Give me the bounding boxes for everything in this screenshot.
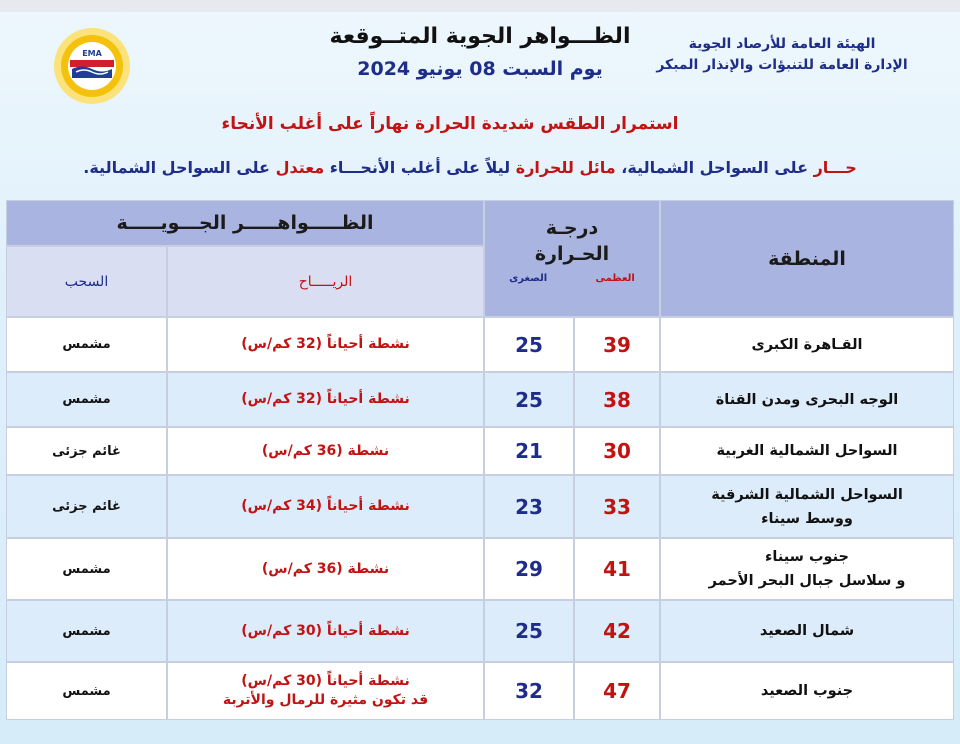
- row-3-max-cell: [574, 427, 660, 475]
- row-4-clouds-cell: [6, 475, 167, 538]
- header-wind: [167, 246, 484, 317]
- bulletin-title: الظـــواهر الجوية المتــوقعة: [329, 24, 631, 49]
- row-7-max-cell: [574, 662, 660, 720]
- row-5-max-cell: [574, 538, 660, 600]
- wind-line: نشطة أحياناً (30 كم/س): [241, 673, 410, 689]
- row-5-region-cell: [660, 538, 954, 600]
- header-temperature-label: درجـة الحـرارة: [534, 217, 610, 265]
- row-3-clouds-cell: [6, 427, 167, 475]
- min-temperature: 32: [515, 679, 543, 703]
- row-1-wind-cell: [167, 317, 484, 372]
- max-temperature: 30: [603, 439, 631, 463]
- region-name: [716, 388, 899, 412]
- clouds-value: مشمس: [62, 683, 111, 699]
- region-line: القـاهرة الكبرى: [751, 336, 863, 353]
- region-line: جنوب سيناء: [764, 549, 850, 565]
- wind-line: نشطة (36 كم/س): [261, 560, 390, 577]
- region-name: [717, 439, 898, 463]
- summary-part: حـــار: [813, 158, 857, 177]
- row-6-max-cell: [574, 600, 660, 662]
- wind-text: [262, 560, 389, 579]
- wind-line: نشطة أحياناً (32 كم/س): [241, 391, 410, 407]
- header-clouds-label: السحب: [64, 273, 109, 290]
- min-temperature: 29: [515, 557, 543, 581]
- header-phenomena: [6, 200, 484, 246]
- clouds-value: مشمس: [62, 623, 111, 639]
- region-line: الوجه البحرى ومدن القناة: [715, 391, 899, 408]
- wind-line: نشطة (36 كم/س): [261, 442, 390, 459]
- row-7-region-cell: [660, 662, 954, 720]
- organization-name: [652, 34, 912, 76]
- row-1-max-cell: [574, 317, 660, 372]
- max-temperature: 42: [603, 619, 631, 643]
- row-7-min-cell: [484, 662, 574, 720]
- row-1-clouds-cell: [6, 317, 167, 372]
- summary-part: على السواحل الشمالية،: [615, 158, 814, 177]
- row-3-wind-cell: [167, 427, 484, 475]
- region-name: [752, 333, 863, 357]
- row-4-region-cell: [660, 475, 954, 538]
- wind-text: [223, 672, 428, 710]
- region-line: السواحل الشمالية الشرقية: [711, 486, 903, 503]
- row-5-clouds-cell: [6, 538, 167, 600]
- row-4-max-cell: [574, 475, 660, 538]
- wind-text: [262, 442, 389, 461]
- summary-part: ليلاً على أغلب الأنحـــاء: [324, 158, 516, 177]
- region-line: جنوب الصعيد: [760, 683, 854, 699]
- header-wind-label: الريـــــاح: [298, 273, 353, 290]
- wind-text: [241, 335, 409, 354]
- region-line: شمال الصعيد: [759, 623, 855, 639]
- clouds-value: مشمس: [62, 561, 111, 577]
- max-temperature: 47: [603, 679, 631, 703]
- row-4-min-cell: [484, 475, 574, 538]
- header-region-label: المنطقة: [768, 247, 846, 270]
- row-6-clouds-cell: [6, 600, 167, 662]
- org-line-1: الهيئة العامة للأرصاد الجوية: [688, 36, 876, 52]
- summary-line-1: استمرار الطقس شديدة الحرارة نهاراً على أغلب الأنحاء: [221, 114, 679, 134]
- max-temperature: 41: [603, 557, 631, 581]
- clouds-value: غائم جزئى: [52, 443, 121, 459]
- region-line: ووسط سيناء: [761, 510, 853, 527]
- wind-text: [241, 622, 409, 641]
- row-4-wind-cell: [167, 475, 484, 538]
- clouds-value: غائم جزئى: [52, 499, 121, 514]
- org-line-2: الإدارة العامة للتنبؤات والإنذار المبكر: [656, 57, 908, 73]
- row-2-max-cell: [574, 372, 660, 427]
- row-2-region-cell: [660, 372, 954, 427]
- forecast-table: [6, 200, 954, 720]
- summary-part: مائل للحرارة: [515, 158, 616, 177]
- summary-part: على السواحل الشمالية.: [83, 158, 276, 177]
- row-2-min-cell: [484, 372, 574, 427]
- region-line: السواحل الشمالية الغربية: [716, 443, 898, 459]
- ema-logo: [52, 26, 132, 106]
- row-2-wind-cell: [167, 372, 484, 427]
- header-region: [660, 200, 954, 317]
- top-frame: [0, 0, 960, 12]
- row-6-min-cell: [484, 600, 574, 662]
- row-6-wind-cell: [167, 600, 484, 662]
- region-name: [709, 545, 906, 593]
- header-min: الصغرى: [509, 273, 548, 284]
- wind-line: قد تكون مثيرة للرمال والأتربة: [222, 692, 429, 708]
- row-2-clouds-cell: [6, 372, 167, 427]
- row-5-min-cell: [484, 538, 574, 600]
- row-7-wind-cell: [167, 662, 484, 720]
- header-clouds: [6, 246, 167, 317]
- region-name: [711, 483, 903, 531]
- region-name: [761, 679, 853, 703]
- max-temperature: 38: [603, 387, 631, 412]
- wind-text: [241, 497, 409, 516]
- min-temperature: 25: [515, 387, 543, 412]
- header-temperature: [484, 200, 660, 317]
- min-temperature: 25: [515, 619, 543, 643]
- min-temperature: 23: [515, 494, 543, 519]
- row-7-clouds-cell: [6, 662, 167, 720]
- row-5-wind-cell: [167, 538, 484, 600]
- row-1-region-cell: [660, 317, 954, 372]
- wind-line: نشطة أحياناً (30 كم/س): [241, 622, 410, 639]
- wind-line: نشطة أحياناً (34 كم/س): [241, 498, 410, 514]
- summary-part: معتدل: [275, 158, 325, 177]
- header-phenomena-label: الظـــــواهـــــر الجـــويـــــة: [116, 212, 374, 234]
- clouds-value: مشمس: [62, 392, 111, 407]
- summary-line-2: [40, 158, 900, 177]
- clouds-value: مشمس: [62, 337, 111, 352]
- wind-line: نشطة أحياناً (32 كم/س): [241, 336, 410, 352]
- max-temperature: 39: [603, 332, 631, 357]
- header-temperature-sub: [485, 273, 659, 284]
- logo-text: EMA: [82, 49, 102, 58]
- header-max: العظمى: [595, 273, 635, 284]
- row-1-min-cell: [484, 317, 574, 372]
- max-temperature: 33: [603, 494, 631, 519]
- region-name: [760, 619, 854, 643]
- row-3-region-cell: [660, 427, 954, 475]
- min-temperature: 21: [515, 439, 543, 463]
- row-6-region-cell: [660, 600, 954, 662]
- min-temperature: 25: [515, 332, 543, 357]
- wind-text: [241, 390, 409, 409]
- bulletin-date: يوم السبت 08 يونيو 2024: [357, 58, 603, 80]
- row-3-min-cell: [484, 427, 574, 475]
- region-line: و سلاسل جبال البحر الأحمر: [708, 573, 906, 589]
